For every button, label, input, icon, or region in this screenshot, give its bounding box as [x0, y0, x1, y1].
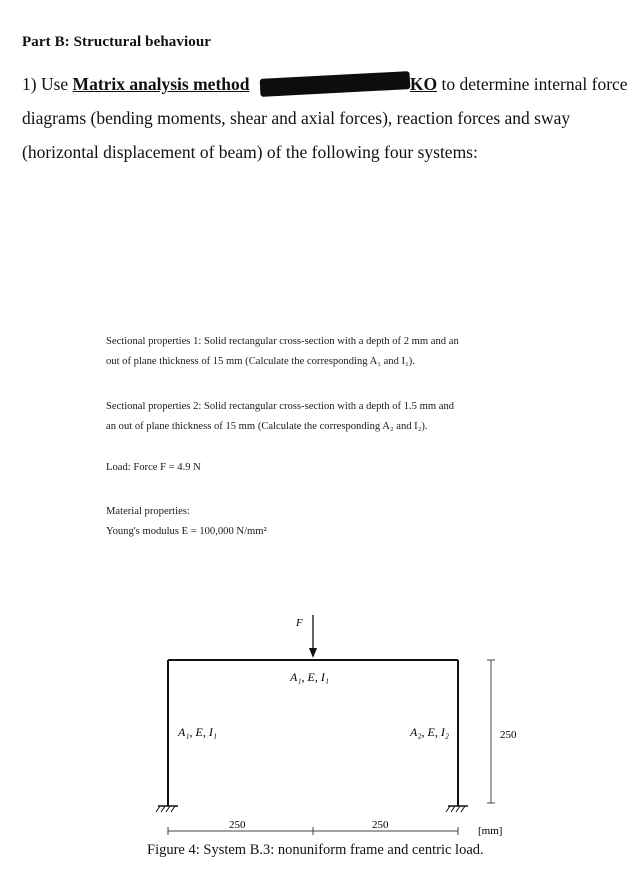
- sectional-2-line-a: Sectional properties 2: Solid rectangular cross-section with a depth of 1.5 mm and: [106, 401, 455, 412]
- right-span-value: 250: [372, 819, 389, 831]
- question-line-1-rest: to determine internal force: [441, 74, 628, 94]
- left-fixed-support: [156, 806, 178, 812]
- left-column-label: A₁, E, I₁: [178, 725, 217, 739]
- sectional-2-line-b: an out of plane thickness of 15 mm (Calculate the corresponding A₂ and I₂).: [106, 421, 428, 432]
- question-line-3: (horizontal displacement of beam) of the following four systems:: [22, 142, 478, 162]
- material-title: Material properties:: [106, 506, 190, 517]
- right-fixed-support: [446, 806, 468, 812]
- question-line-2: diagrams (bending moments, shear and axial forces), reaction forces and sway: [22, 108, 571, 128]
- units-label: [mm]: [478, 825, 503, 837]
- method-name: Matrix analysis method: [72, 74, 250, 94]
- question-number: 1) Use: [22, 74, 69, 94]
- height-dimension-value: 250: [500, 729, 517, 741]
- figure-caption: Figure 4: System B.3: nonuniform frame and centric load.: [147, 842, 484, 858]
- section-title: Part B: Structural behaviour: [22, 34, 212, 50]
- sectional-1-line-b: out of plane thickness of 15 mm (Calculate the corresponding A₁ and I₁).: [106, 356, 415, 367]
- force-label: F: [296, 617, 303, 629]
- load-spec: Load: Force F = 4.9 N: [106, 462, 201, 473]
- sectional-1-line-a: Sectional properties 1: Solid rectangular cross-section with a depth of 2 mm and an: [106, 336, 459, 347]
- beam-label: A₁, E, I₁: [290, 670, 329, 684]
- youngs-modulus: Young's modulus E = 100,000 N/mm²: [106, 526, 267, 537]
- force-arrow-head: [309, 648, 317, 658]
- right-column-label: A₂, E, I₂: [410, 725, 449, 739]
- left-span-value: 250: [229, 819, 246, 831]
- redacted-fragment: KO: [409, 74, 438, 94]
